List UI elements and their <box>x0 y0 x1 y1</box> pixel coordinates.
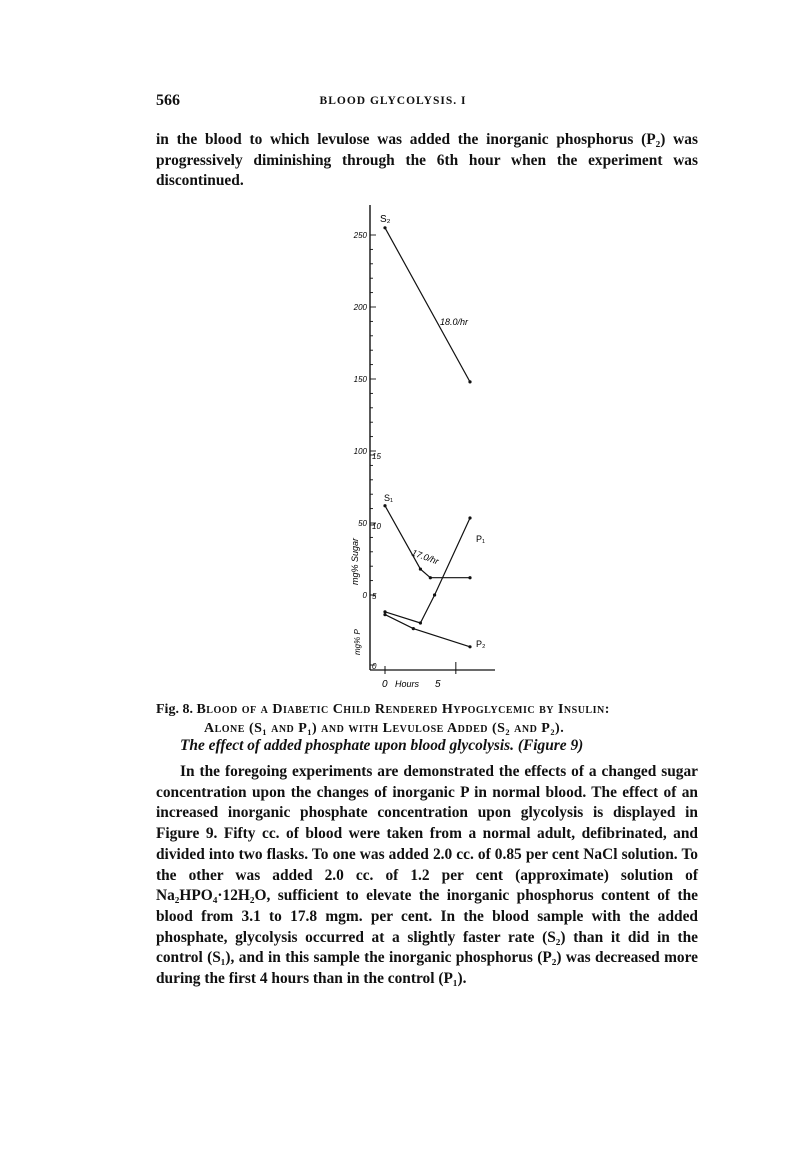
body-paragraph <box>156 762 698 990</box>
sugar-tick-label: 150 <box>353 375 367 384</box>
data-point <box>468 576 471 579</box>
sugar-tick-label: 0 <box>362 591 367 600</box>
data-point <box>412 627 415 630</box>
section-title: The effect of added phosphate upon blood glycolysis. <box>180 737 515 754</box>
series-line-1 <box>385 228 470 382</box>
sugar-tick-label: 100 <box>353 447 367 456</box>
caption-fig-label: Fig. 8. <box>156 702 193 717</box>
figure-8-chart <box>320 200 520 695</box>
sugar-axis-label: mg% Sugar <box>350 537 360 585</box>
series-line-3 <box>385 518 470 623</box>
data-point <box>383 504 386 507</box>
x-tick-0: 0 <box>382 679 388 690</box>
data-point <box>468 380 471 383</box>
running-head: BLOOD GLYCOLYSIS. I <box>319 95 467 107</box>
sugar-tick-label: 200 <box>353 303 367 312</box>
series-line-2 <box>385 506 470 578</box>
data-point <box>468 645 471 648</box>
data-point <box>419 567 422 570</box>
figure-caption <box>156 700 698 738</box>
data-point <box>383 226 386 229</box>
data-point <box>433 593 436 596</box>
phos-tick-label: 10 <box>372 522 381 531</box>
section-figure-ref: (Figure 9) <box>517 737 584 754</box>
chart-series <box>383 226 471 648</box>
figure-8 <box>320 200 520 695</box>
data-point <box>468 516 471 519</box>
data-point <box>419 621 422 624</box>
x-tick-5: 5 <box>435 679 441 690</box>
caption-line-2: Alone (S₁ and P₁) and with Levulose Added (S₂ and P₂). <box>204 721 565 736</box>
phos-tick-label: 0 <box>372 662 377 671</box>
data-point <box>383 613 386 616</box>
caption-line-1: Blood of a Diabetic Child Rendered Hypoglycemic by Insulin: <box>196 702 610 717</box>
s2-label: S₂ <box>380 214 391 225</box>
p2-label: P₂ <box>476 639 486 649</box>
p1-label: P₁ <box>476 534 486 544</box>
sugar-tick-label: 50 <box>358 519 367 528</box>
page-number: 566 <box>156 92 180 109</box>
section-heading <box>180 737 583 755</box>
sugar-tick-label: 250 <box>353 231 367 240</box>
rate-s1-label: 17.0/hr <box>410 547 441 567</box>
data-point <box>383 610 386 613</box>
phos-tick-label: 15 <box>372 452 381 461</box>
chart-ticks <box>353 231 456 674</box>
x-label-hours: Hours <box>395 679 420 689</box>
phos-axis-label: mg% P <box>353 629 362 655</box>
body-paragraph-text: In the foregoing experiments are demonstrated the effects of a changed sugar concentration upon the changes of inorganic P in normal blood. The effect of an increased inorganic phosphate concentration upon glycolysis is displayed in Figure 9. Fifty cc. of blood were taken from a normal adult, defibrinated, and divided into two flasks. To one was added 2.0 cc. of 0.85 per cent NaCl solution. To the other was added 2.0 cc. of 1.2 per cent (approximate) solution of Na₂HPO₄·12H₂O, sufficient to elevate the inorganic phosphorus content of the blood from 3.1 to 17.8 mgm. per cent. In the blood sample with the added phosphate, glycolysis occurred at a slightly faster rate (S₂) than it did in the control (S₁), and in this sample the inorganic phosphorus (P₂) was decreased more during the first 4 hours than in the control (P₁). <box>156 763 698 988</box>
intro-paragraph: in the blood to which levulose was added the inorganic phosphorus (P₂) was progressively diminishing through the 6th hour when the experiment was discontinued. <box>156 131 698 190</box>
series-line-4 <box>385 615 470 647</box>
phos-tick-label: 5 <box>372 592 377 601</box>
s1-label: S₁ <box>384 493 394 503</box>
data-point <box>429 576 432 579</box>
rate-s2-label: 18.0/hr <box>440 317 469 327</box>
